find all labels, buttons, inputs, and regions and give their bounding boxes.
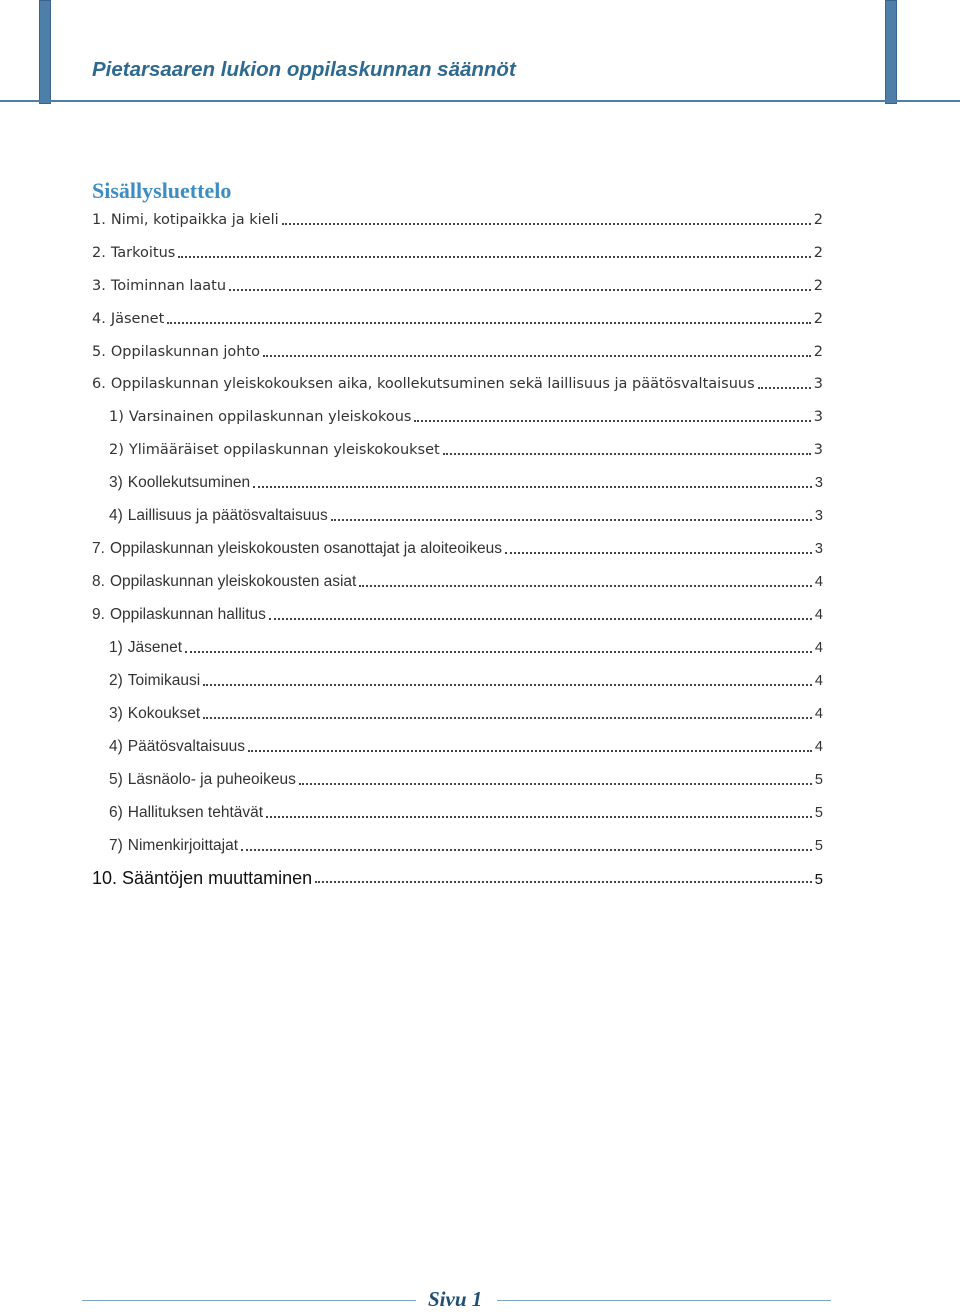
toc-entry[interactable] (92, 373, 823, 395)
footer-rule-left (82, 1300, 416, 1301)
toc-leader (299, 783, 812, 785)
toc-entry-text: Kokoukset (127, 705, 201, 722)
toc-entry-text: Toimikausi (127, 672, 201, 689)
toc-entry-text: Nimi, kotipaikka ja kieli (110, 212, 279, 228)
toc-entry-number: 2) (109, 672, 123, 689)
toc-entry[interactable] (109, 736, 823, 758)
toc-entry-page: 2 (813, 245, 823, 261)
toc-entry-text: Oppilaskunnan hallitus (109, 606, 266, 623)
toc-entry[interactable] (109, 505, 823, 527)
toc-entry-number: 8. (92, 573, 105, 590)
toc-entry-number: 4) (109, 738, 123, 755)
toc-entry[interactable] (109, 637, 823, 659)
toc-leader (253, 486, 812, 488)
toc-leader (178, 256, 810, 258)
toc-entry-page: 2 (813, 212, 823, 228)
toc-entry-page: 5 (814, 871, 823, 888)
toc-entry-text: Ylimääräiset oppilaskunnan yleiskokoukset (128, 442, 440, 458)
toc-leader (167, 322, 810, 324)
toc-leader (203, 684, 812, 686)
toc-entry-number: 6. (92, 376, 106, 392)
toc-entry[interactable] (92, 275, 823, 297)
toc-entry-text: Sääntöjen muuttaminen (122, 868, 313, 888)
toc-entry-text: Hallituksen tehtävät (127, 804, 264, 821)
toc-entry[interactable] (109, 835, 823, 857)
toc-entry[interactable] (92, 242, 823, 264)
toc-entry-text: Päätösvaltaisuus (127, 738, 245, 755)
toc-leader (203, 717, 812, 719)
page-number: Sivu 1 (428, 1287, 483, 1311)
toc-entry-number: 1) (109, 639, 123, 656)
toc-leader (359, 585, 812, 587)
toc-entry-page: 5 (814, 805, 823, 821)
toc-leader (263, 355, 811, 357)
toc-entry-page: 5 (814, 838, 823, 854)
toc-entry[interactable] (92, 209, 823, 231)
toc-entry[interactable] (109, 670, 823, 692)
toc-entry-number: 2) (109, 442, 124, 458)
toc-entry-number: 3) (109, 705, 123, 722)
toc-entry[interactable] (92, 538, 823, 560)
toc-entry-number: 9. (92, 606, 105, 623)
document-title: Pietarsaaren lukion oppilaskunnan säännöt (92, 58, 516, 81)
toc-leader (229, 289, 811, 291)
toc-entry-page: 5 (814, 772, 823, 788)
toc-entry[interactable] (109, 802, 823, 824)
header-rule (0, 100, 960, 102)
toc-leader (414, 420, 810, 422)
toc-entry[interactable] (92, 308, 823, 330)
header-left-bar (39, 0, 51, 104)
toc-leader (331, 519, 812, 521)
toc-heading: Sisällysluettelo (92, 178, 232, 203)
toc-entry-text: Oppilaskunnan yleiskokousten osanottajat ja aloiteoikeus (109, 540, 502, 557)
toc-entry-page: 4 (814, 607, 823, 623)
toc-leader (315, 881, 812, 883)
toc-entry-text: Oppilaskunnan yleiskokousten asiat (109, 573, 357, 590)
toc-entry-text: Koollekutsuminen (127, 474, 251, 491)
toc-entry-page: 3 (814, 475, 823, 491)
toc-entry-page: 4 (814, 574, 823, 590)
toc-leader (241, 849, 812, 851)
toc-entry[interactable] (92, 341, 823, 363)
toc-entry-page: 2 (813, 344, 823, 360)
toc-entry[interactable] (109, 439, 823, 461)
toc-entry-page: 3 (813, 442, 823, 458)
toc-entry-text: Varsinainen oppilaskunnan yleiskokous (128, 409, 412, 425)
toc-leader (282, 223, 811, 225)
header-right-bar (885, 0, 897, 104)
toc-entry-page: 2 (813, 311, 823, 327)
toc-entry[interactable] (109, 406, 823, 428)
toc-leader (443, 453, 811, 455)
toc-leader (269, 618, 812, 620)
toc-leader (266, 816, 812, 818)
toc-entry-number: 7. (92, 540, 105, 557)
toc-entry-page: 3 (813, 376, 823, 392)
toc-entry[interactable] (109, 769, 823, 791)
toc-entry[interactable] (109, 472, 823, 494)
toc-entry-number: 4. (92, 311, 106, 327)
toc-entry-text: Jäsenet (127, 639, 183, 656)
toc-leader (758, 387, 811, 389)
toc-entry-page: 4 (814, 673, 823, 689)
toc-entry[interactable] (92, 604, 823, 626)
toc-entry-number: 3) (109, 474, 123, 491)
toc-entry-page: 4 (814, 640, 823, 656)
toc-entry-page: 3 (814, 541, 823, 557)
toc-leader (185, 651, 812, 653)
toc-entry-number: 1) (109, 409, 124, 425)
toc-entry[interactable] (109, 703, 823, 725)
toc-entry-text: Oppilaskunnan yleiskokouksen aika, koollekutsuminen sekä laillisuus ja päätösvaltaisuus (110, 376, 755, 392)
toc-entry-text: Läsnäolo- ja puheoikeus (127, 771, 296, 788)
toc-entry-number: 2. (92, 245, 106, 261)
toc-entry-text: Toiminnan laatu (110, 278, 227, 294)
toc-entry-number: 3. (92, 278, 106, 294)
toc-entry[interactable] (92, 571, 823, 593)
toc-entry-text: Nimenkirjoittajat (127, 837, 239, 854)
toc-entry-text: Tarkoitus (110, 245, 176, 261)
toc-leader (248, 750, 812, 752)
toc-entry-number: 7) (109, 837, 123, 854)
toc-entry-page: 2 (813, 278, 823, 294)
toc-entry-number: 6) (109, 804, 123, 821)
toc-leader (505, 552, 812, 554)
toc-entry-text: Jäsenet (110, 311, 165, 327)
toc-entry-page: 4 (814, 739, 823, 755)
footer-rule-right (497, 1300, 831, 1301)
toc-entry-page: 3 (813, 409, 823, 425)
toc-entry-number: 10. (92, 868, 118, 888)
toc-entry-text: Laillisuus ja päätösvaltaisuus (127, 507, 328, 524)
toc-entry-page: 3 (814, 508, 823, 524)
toc-entry-number: 5) (109, 771, 123, 788)
toc-entry-number: 4) (109, 507, 123, 524)
toc-entry-number: 1. (92, 212, 106, 228)
toc-entry-text: Oppilaskunnan johto (110, 344, 261, 360)
toc-entry-number: 5. (92, 344, 106, 360)
toc-entry[interactable] (92, 867, 823, 889)
toc-entry-page: 4 (814, 706, 823, 722)
